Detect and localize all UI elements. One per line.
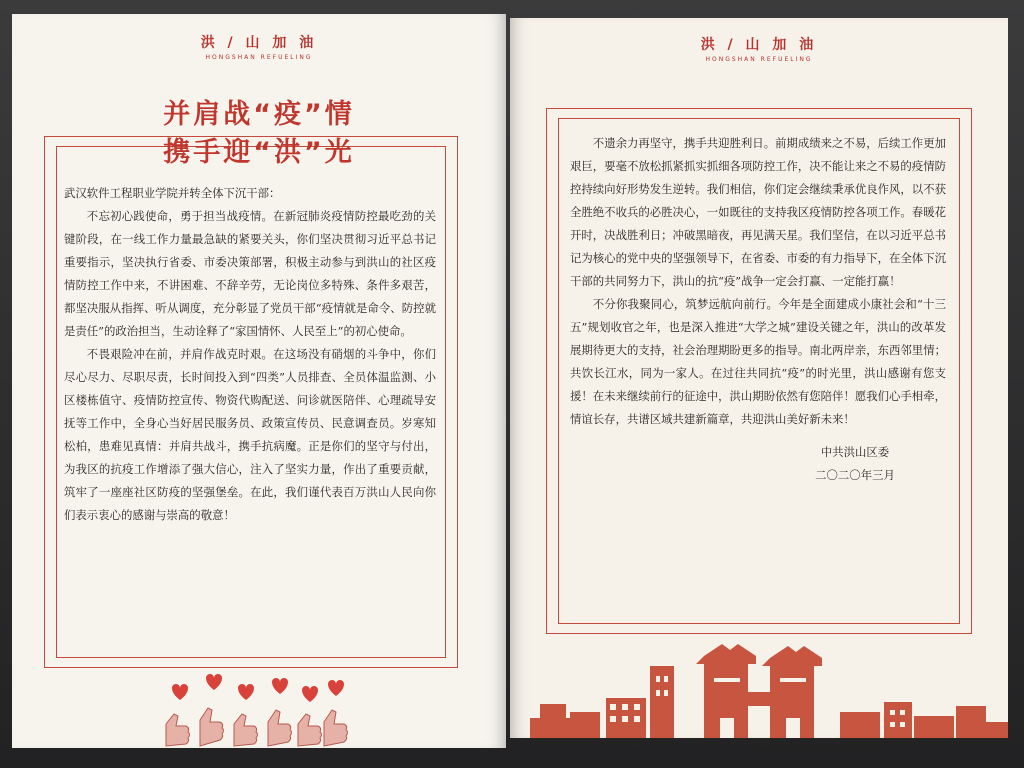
letter-body-left [64, 182, 436, 527]
thumbs-up-hearts-illustration [152, 670, 352, 748]
salutation: 武汉软件工程职业学院并转全体下沉干部： [64, 186, 281, 200]
right-brand [510, 34, 1008, 63]
brand-title: 洪 / 山 加 油 [700, 37, 818, 53]
date: 二〇二〇年三月 [815, 468, 895, 482]
left-page [12, 14, 506, 748]
city-skyline-illustration [510, 632, 1008, 738]
title-line-1: 并肩战“疫”情 [163, 99, 355, 130]
paragraph-2: 不畏艰险冲在前，并肩作战克时艰。在这场没有硝烟的斗争中，你们尽心尽力、尽职尽责，长时间投入到“四类”人员排查、全员体温监测、小区楼栋值守、疫情防控宣传、物资代购配送、问诊就医陪伴、心理疏导安抚等工作中，全身心当好居民服务员、政策宣传员、民意调查员。岁寒知松柏，患难见真情：并肩共战斗，携手抗病魔。正是你们的坚守与付出，为我区的抗疫工作增添了强大信心，注入了坚实力量，作出了重要贡献，筑牢了一座座社区防疫的坚强堡垒。在此，我们谨代表百万洪山人民向你们表示衷心的感谢与崇高的敬意！ [64, 347, 436, 522]
left-brand [12, 32, 506, 61]
signature: 中共洪山区委 [820, 445, 890, 459]
signature-block [780, 441, 930, 487]
paragraph-1: 不忘初心践使命，勇于担当战疫情。在新冠肺炎疫情防控最吃劲的关键阶段，在一线工作力量最急缺的紧要关头，你们坚决贯彻习近平总书记重要指示，坚决执行省委、市委决策部署，积极主动参与到洪山的社区疫情防控工作中来，不讲困难、不辞辛劳，无论岗位多特殊、条件多艰苦，都坚决服从指挥、听从调度，充分彰显了党员干部“疫情就是命令、防控就是责任”的政治担当，生动诠释了“家国情怀、人民至上”的初心使命。 [64, 209, 436, 338]
right-page [510, 18, 1008, 738]
brand-title: 洪 / 山 加 油 [200, 35, 318, 51]
title-line-2: 携手迎“洪”光 [163, 137, 355, 168]
page-title [12, 96, 506, 172]
paragraph-1: 不遗余力再坚守，携手共迎胜利日。前期成绩来之不易，后续工作更加艰巨，要毫不放松抓紧抓实抓细各项防控工作，决不能让来之不易的疫情防控持续向好形势发生逆转。我们相信，你们定会继续秉承优良作风，以不获全胜绝不收兵的必胜决心，一如既往的支持我区疫情防控各项工作。春暖花开时，决战胜利日；冲破黑暗夜，再见满天星。我们坚信，在以习近平总书记为核心的党中央的坚强领导下，在省委、市委的有力指导下，在全体下沉干部的共同努力下，洪山的抗“疫”战争一定会打赢、一定能打赢！ [570, 136, 946, 288]
brand-subtitle: HONGSHAN REFUELING [205, 54, 313, 61]
paragraph-2: 不分你我聚同心，筑梦远航向前行。今年是全面建成小康社会和“十三五”规划收官之年，也是深入推进“大学之城”建设关键之年，洪山的改革发展期待更大的支持，社会治理期盼更多的指导。南北两岸亲，东西邻里情；共饮长江水，同为一家人。在过往共同抗“疫”的时光里，洪山感谢有您支援！在未来继续前行的征途中，洪山期盼依然有您陪伴！愿我们心手相牵，情谊长存，共谱区域共建新篇章，共迎洪山美好新未来！ [570, 297, 946, 426]
letter-body-right [570, 132, 946, 487]
brand-subtitle: HONGSHAN REFUELING [705, 56, 813, 63]
